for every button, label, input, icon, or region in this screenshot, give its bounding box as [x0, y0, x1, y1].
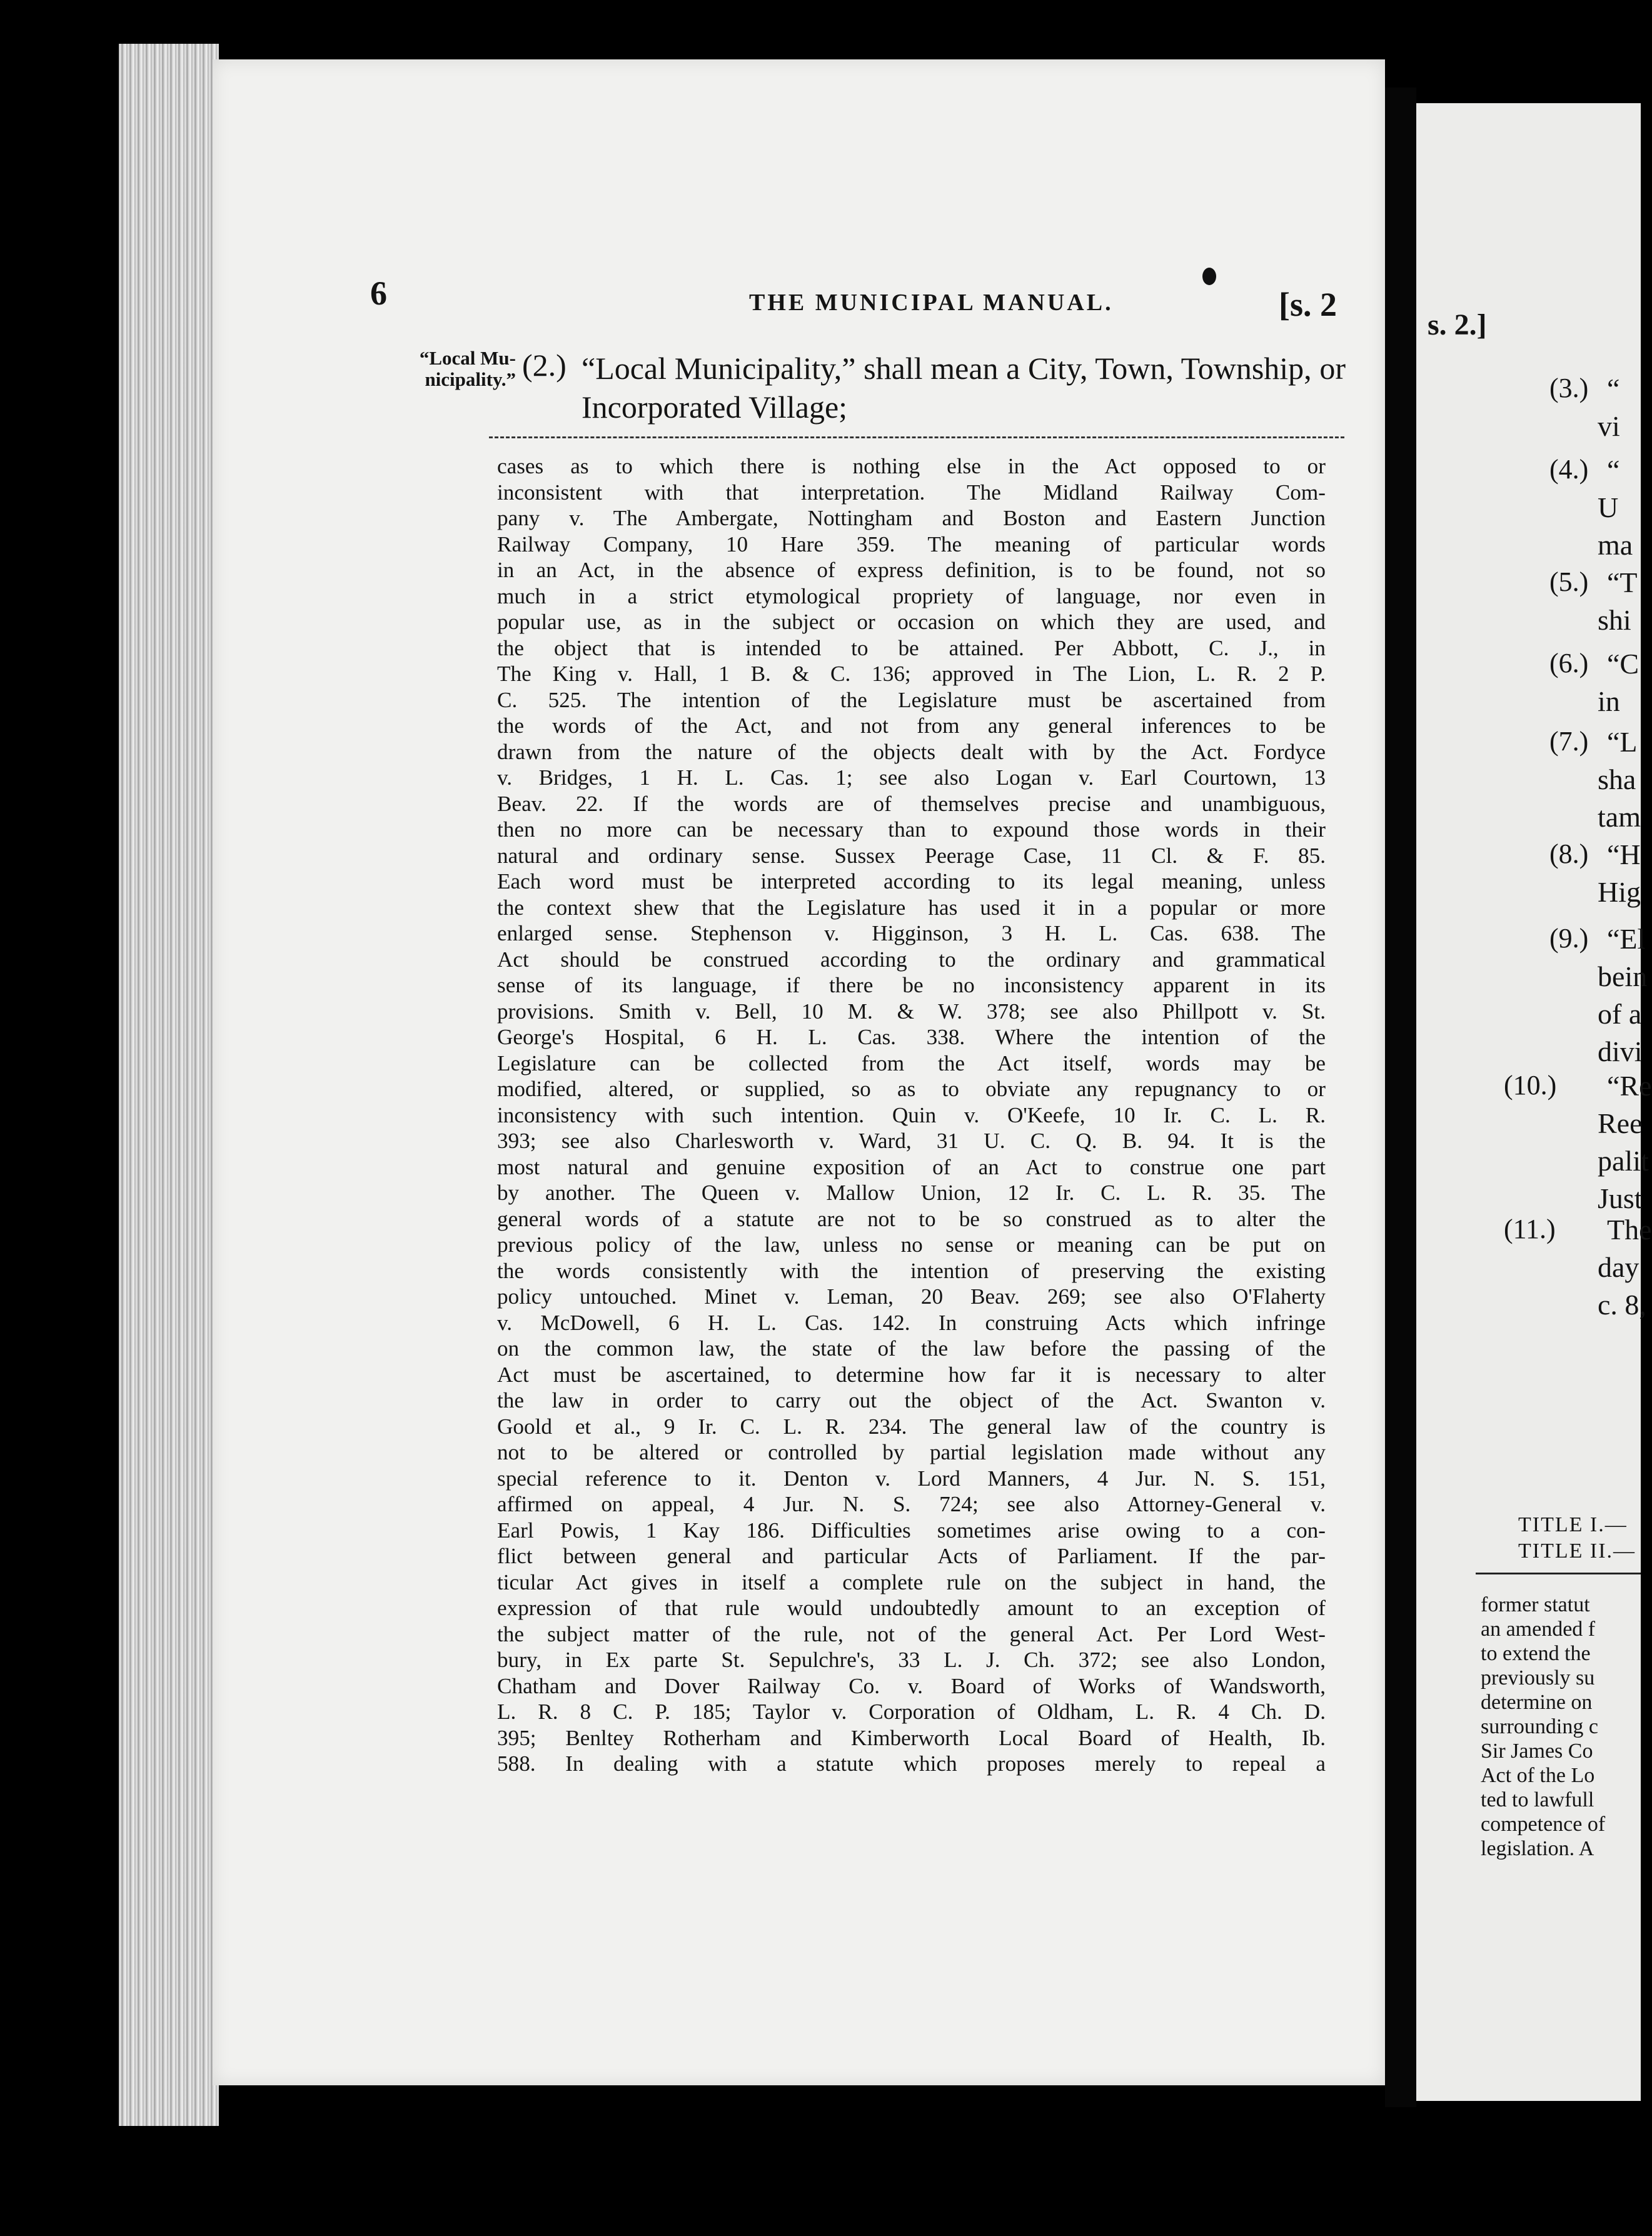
facing-clause-fragment: “El [1607, 923, 1646, 955]
facing-clause-fragment: vi [1598, 410, 1620, 442]
ink-dot [1202, 268, 1216, 285]
facing-clause-number: (5.) [1549, 567, 1589, 597]
facing-clause-fragment: “H [1607, 838, 1641, 870]
commentary-line: Earl Powis, 1 Kay 186. Difficulties sometimes arise owing to a con- [497, 1518, 1326, 1543]
facing-clause-fragment: “Re [1607, 1070, 1652, 1102]
facing-clause-fragment: divi [1598, 1035, 1643, 1067]
section-divider [489, 436, 1344, 438]
facing-clause-fragment: “T [1607, 567, 1638, 598]
commentary-line: George's Hospital, 6 H. L. Cas. 338. Where the intention of the [497, 1025, 1326, 1049]
facing-note-line: surrounding c [1481, 1715, 1598, 1738]
facing-clause-fragment: “L [1607, 726, 1638, 758]
commentary-line: cases as to which there is nothing else in the Act opposed to or [497, 454, 1326, 478]
facing-note-line: an amended f [1481, 1618, 1596, 1641]
commentary-line: the subject matter of the rule, not of the general Act. Per Lord West- [497, 1621, 1326, 1646]
facing-clause-fragment: c. 8, [1598, 1289, 1646, 1321]
facing-note-line: Act of the Lo [1481, 1764, 1595, 1787]
commentary-line: much in a strict etymological propriety of language, nor even in [497, 583, 1326, 608]
commentary-line: The King v. Hall, 1 B. & C. 136; approved in The Lion, L. R. 2 P. [497, 662, 1326, 686]
commentary-line: Legislature can be collected from the Act itself, words may be [497, 1050, 1326, 1075]
side-note: “Local Mu-nicipality.” [419, 347, 516, 390]
facing-clause-fragment: shi [1598, 604, 1631, 636]
facing-clause-number: (8.) [1549, 838, 1589, 869]
commentary-line: the words of the Act, and not from any general inferences to be [497, 713, 1326, 738]
facing-clause-fragment: “ [1607, 373, 1620, 405]
commentary-line: the words consistently with the intention of preserving the existing [497, 1258, 1326, 1283]
facing-title: TITLE II.— [1518, 1539, 1636, 1563]
facing-note-line: competence of [1481, 1813, 1606, 1836]
facing-clause-number: (10.) [1504, 1070, 1557, 1100]
commentary-line: policy untouched. Minet v. Leman, 20 Beav. 269; see also O'Flaherty [497, 1284, 1326, 1309]
facing-clause-fragment: Ree [1598, 1107, 1643, 1139]
facing-clause-fragment: palit [1598, 1145, 1649, 1177]
facing-clause-number: (6.) [1549, 648, 1589, 678]
facing-clause-number: (11.) [1504, 1214, 1556, 1244]
facing-clause-fragment: day [1598, 1251, 1639, 1283]
facing-clause-fragment: Just [1598, 1182, 1643, 1214]
commentary-line: 588. In dealing with a statute which proposes merely to repeal a [497, 1751, 1326, 1776]
commentary-line: ticular Act gives in itself a complete rule on the subject in hand, the [497, 1569, 1326, 1594]
commentary-line: Each word must be interpreted according to its legal meaning, unless [497, 869, 1326, 894]
clause-text: “Local Municipality,” shall mean a City, Town, Township, or Incorporated Village; [582, 351, 1346, 425]
commentary-line: Goold et al., 9 Ir. C. L. R. 234. The general law of the country is [497, 1414, 1326, 1439]
facing-clause-fragment: ma [1598, 529, 1633, 561]
facing-divider [1476, 1573, 1641, 1574]
facing-note-line: determine on [1481, 1691, 1593, 1714]
page-edges [119, 44, 219, 2126]
facing-note-line: previously su [1481, 1666, 1595, 1690]
commentary [497, 453, 1326, 1777]
commentary-line: L. R. 8 C. P. 185; Taylor v. Corporation of Oldham, L. R. 4 Ch. D. [497, 1700, 1326, 1724]
facing-clause-fragment: sha [1598, 763, 1636, 795]
commentary-line: expression of that rule would undoubtedly amount to an exception of [497, 1596, 1326, 1620]
clause-number: (2.) [522, 348, 567, 383]
facing-title: TITLE I.— [1518, 1513, 1628, 1536]
commentary-line: general words of a statute are not to be so construed as to alter the [497, 1206, 1326, 1231]
facing-clause-fragment: The [1607, 1214, 1652, 1246]
commentary-line: drawn from the nature of the objects dealt with by the Act. Fordyce [497, 739, 1326, 764]
commentary-line: v. Bridges, 1 H. L. Cas. 1; see also Logan v. Earl Courtown, 13 [497, 765, 1326, 790]
commentary-line: sense of its language, if there be no inconsistency apparent in its [497, 973, 1326, 997]
commentary-line: affirmed on appeal, 4 Jur. N. S. 724; see also Attorney-General v. [497, 1492, 1326, 1516]
facing-clause-number: (3.) [1549, 373, 1589, 403]
commentary-line: flict between general and particular Acts of Parliament. If the par- [497, 1544, 1326, 1568]
facing-clause-fragment: of a [1598, 998, 1642, 1030]
commentary-line: the object that is intended to be attained. Per Abbott, C. J., in [497, 635, 1326, 660]
facing-clause-fragment: U [1598, 491, 1619, 523]
commentary-line: then no more can be necessary than to expound those words in their [497, 817, 1326, 842]
running-title: THE MUNICIPAL MANUAL. [749, 290, 1114, 316]
commentary-line: in an Act, in the absence of express definition, is to be found, not so [497, 558, 1326, 582]
facing-note-line: to extend the [1481, 1642, 1591, 1665]
facing-note-line: ted to lawfull [1481, 1788, 1594, 1811]
section-reference: [s. 2 [1279, 286, 1337, 323]
commentary-line: 393; see also Charlesworth v. Ward, 31 U. C. Q. B. 94. It is the [497, 1129, 1326, 1153]
commentary-line: enlarged sense. Stephenson v. Higginson, 3 H. L. Cas. 638. The [497, 921, 1326, 945]
commentary-line: C. 525. The intention of the Legislature must be ascertained from [497, 687, 1326, 712]
commentary-line: Railway Company, 10 Hare 359. The meaning of particular words [497, 531, 1326, 556]
commentary-line: special reference to it. Denton v. Lord Manners, 4 Jur. N. S. 151, [497, 1466, 1326, 1491]
facing-clause-fragment: “C [1607, 648, 1639, 680]
facing-clause-fragment: Hig [1598, 876, 1641, 908]
facing-clause-fragment: in [1598, 685, 1620, 717]
commentary-line: Beav. 22. If the words are of themselves precise and unambiguous, [497, 791, 1326, 816]
facing-clause-number: (9.) [1549, 923, 1589, 954]
commentary-line: Chatham and Dover Railway Co. v. Board of Works of Wandsworth, [497, 1673, 1326, 1698]
commentary-line: popular use, as in the subject or occasion on which they are used, and [497, 610, 1326, 634]
commentary-line: v. McDowell, 6 H. L. Cas. 142. In construing Acts which infringe [497, 1310, 1326, 1335]
commentary-line: on the common law, the state of the law before the passing of the [497, 1336, 1326, 1361]
page-number: 6 [370, 274, 387, 312]
commentary-line: previous policy of the law, unless no sense or meaning can be put on [497, 1232, 1326, 1257]
facing-note-line: Sir James Co [1481, 1740, 1593, 1763]
facing-note-line: legislation. A [1481, 1837, 1594, 1860]
commentary-line: natural and ordinary sense. Sussex Peerage Case, 11 Cl. & F. 85. [497, 843, 1326, 868]
facing-clause-fragment: “ [1607, 454, 1620, 486]
facing-clause-number: (7.) [1549, 726, 1589, 757]
facing-clause-number: (4.) [1549, 454, 1589, 485]
commentary-line: most natural and genuine exposition of an Act to construe one part [497, 1154, 1326, 1179]
facing-note-line: former statut [1481, 1593, 1590, 1616]
commentary-line: the context shew that the Legislature has used it in a popular or more [497, 895, 1326, 920]
commentary-line: bury, in Ex parte St. Sepulchre's, 33 L. J. Ch. 372; see also London, [497, 1648, 1326, 1672]
commentary-line: Act must be ascertained, to determine how far it is necessary to alter [497, 1362, 1326, 1387]
commentary-line: Act should be construed according to the ordinary and grammatical [497, 947, 1326, 972]
facing-clause-fragment: bein [1598, 960, 1648, 992]
commentary-line: not to be altered or controlled by partial legislation made without any [497, 1440, 1326, 1464]
facing-clause-fragment: tam [1598, 801, 1641, 833]
commentary-line: provisions. Smith v. Bell, 10 M. & W. 378; see also Phillpott v. St. [497, 999, 1326, 1024]
commentary-line: by another. The Queen v. Mallow Union, 12 Ir. C. L. R. 35. The [497, 1181, 1326, 1205]
commentary-line: inconsistency with such intention. Quin v. O'Keefe, 10 Ir. C. L. R. [497, 1102, 1326, 1127]
commentary-line: modified, altered, or supplied, so as to obviate any repugnancy to or [497, 1077, 1326, 1101]
commentary-line: the law in order to carry out the object of the Act. Swanton v. [497, 1388, 1326, 1413]
book-gutter [1385, 88, 1416, 2107]
commentary-line: pany v. The Ambergate, Nottingham and Boston and Eastern Junction [497, 506, 1326, 530]
commentary-line: inconsistent with that interpretation. The Midland Railway Com- [497, 480, 1326, 505]
facing-section-ref: s. 2.] [1428, 308, 1487, 341]
commentary-line: 395; Benltey Rotherham and Kimberworth Local Board of Health, Ib. [497, 1725, 1326, 1750]
